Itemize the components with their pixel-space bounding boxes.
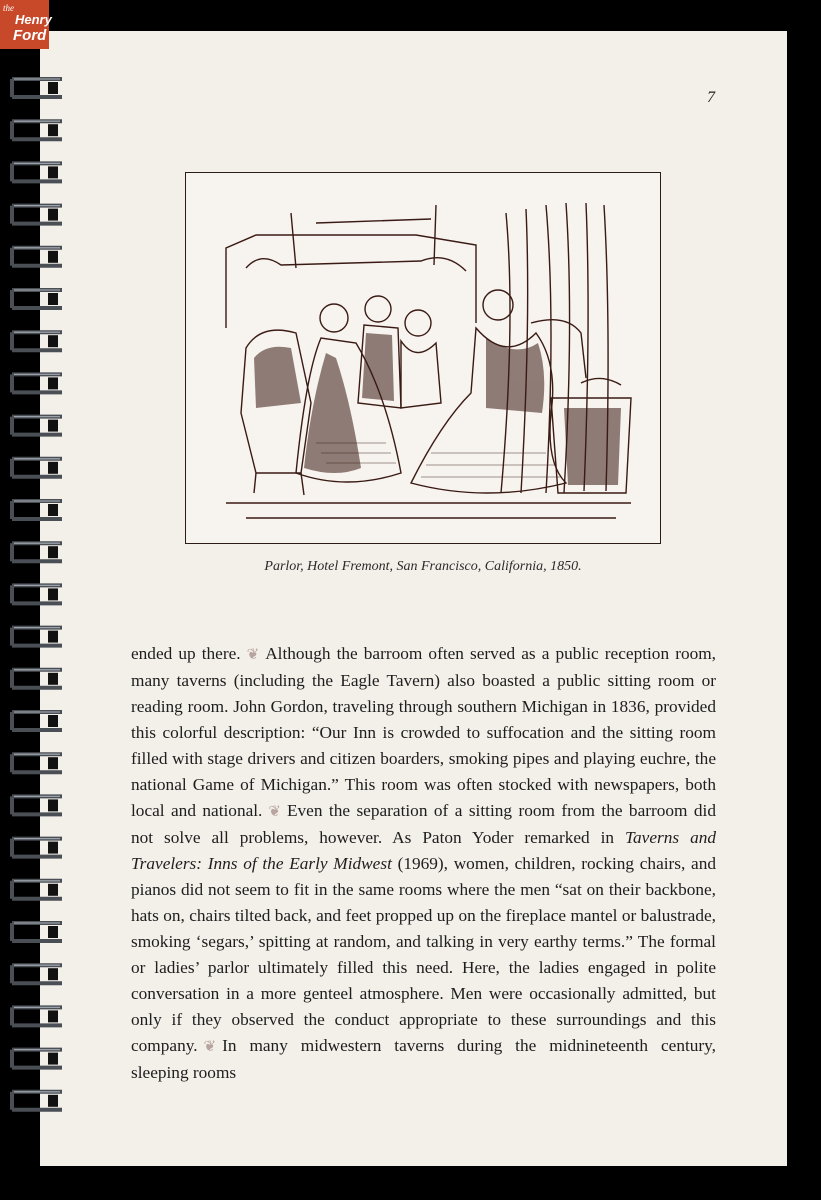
spiral-coil: [12, 1007, 62, 1025]
spiral-coil: [12, 121, 62, 139]
spiral-coil: [12, 628, 62, 646]
spiral-coil: [12, 374, 62, 392]
logo-the: the: [3, 3, 14, 13]
book-title: Taverns and Travelers: Inns of the Early Midwest: [131, 828, 716, 873]
spiral-coil: [12, 163, 62, 181]
logo-ford: Ford: [13, 27, 47, 44]
spiral-coil: [12, 248, 62, 266]
body-sentence-3a: Even the separation of a sitting room from the barroom did not solve all problems, however. As Paton Yoder remarked in: [131, 801, 716, 847]
fleuron-ornament-icon: ❦: [203, 1039, 217, 1055]
body-sentence-4: In many midwestern taverns during the midnineteenth century, sleeping rooms: [131, 1036, 716, 1082]
spiral-coil: [12, 79, 62, 97]
spiral-coil: [12, 332, 62, 350]
spiral-coil: [12, 881, 62, 899]
page-number: 7: [707, 89, 715, 106]
spiral-coil: [12, 670, 62, 688]
spiral-coil: [12, 796, 62, 814]
spiral-coil: [12, 1050, 62, 1068]
logo-henry: Henry: [15, 12, 52, 27]
body-sentence-3b: (1969), women, children, rocking chairs, and pianos did not seem to fit in the same rooms where the men “sat on their backbone, hats on, chairs tilted back, and feet propped up on the fireplace mantel or balustrade, smoking ‘segars,’ spitting at random, and talking in very earthy terms.” The formal or ladies’ parlor ultimately filled this need. Here, the ladies engaged in polite conversation in a more genteel atmosphere. Men were occasionally admitted, but only if they observed the conduct appropriate to these surroundings and this company.: [131, 854, 716, 1055]
spiral-coil: [12, 754, 62, 772]
spiral-coil: [12, 543, 62, 561]
spiral-coil: [12, 290, 62, 308]
spiral-coil: [12, 965, 62, 983]
spiral-coil: [12, 923, 62, 941]
parlor-illustration: [185, 172, 661, 544]
body-sentence-2: Although the barroom often served as a public reception room, many taverns (including the Eagle Tavern) also boasted a public sitting room or reading room. John Gordon, traveling through southern Michigan in 1836, provided this colorful description: “Our Inn is crowded to suffocation and the sitting room filled with stage drivers and citizen boarders, smoking pipes and playing euchre, the national Game of Michigan.” This room was often stocked with newspapers, both local and national.: [131, 644, 716, 820]
spiral-coil: [12, 839, 62, 857]
spiral-coil: [12, 417, 62, 435]
henry-ford-logo: [0, 0, 52, 49]
fleuron-ornament-icon: ❦: [268, 804, 281, 820]
figure-caption: Parlor, Hotel Fremont, San Francisco, California, 1850.: [264, 559, 582, 574]
body-paragraph: [131, 641, 716, 1086]
fleuron-ornament-icon: ❦: [246, 647, 260, 663]
spiral-coil: [12, 501, 62, 519]
spiral-coil: [12, 712, 62, 730]
parlor-engraving: [186, 173, 660, 543]
book-page: [40, 31, 787, 1166]
spiral-coil: [12, 585, 62, 603]
spiral-coil: [12, 206, 62, 224]
spiral-coil: [12, 1092, 62, 1110]
body-sentence-1: ended up there.: [131, 644, 241, 663]
spiral-coil: [12, 459, 62, 477]
spiral-binding: [0, 0, 70, 1200]
